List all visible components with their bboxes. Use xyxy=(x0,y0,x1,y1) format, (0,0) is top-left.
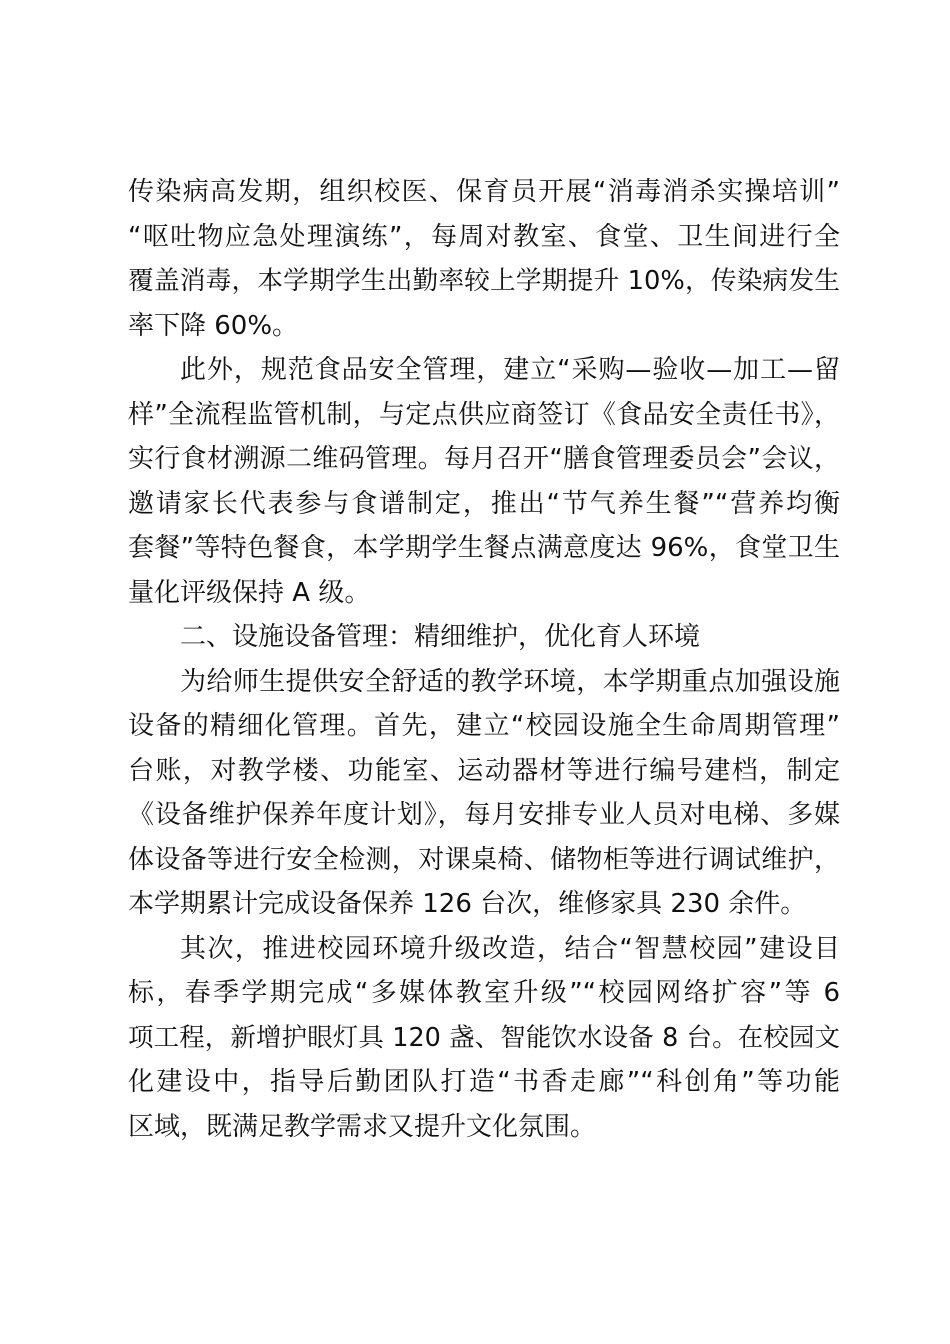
text-line: 《设备维护保养年度计划》，每月安排专业人员对电梯、多媒 xyxy=(128,800,840,830)
text-line: 此外，规范食品安全管理，建立“采购—验收—加工—留 xyxy=(180,355,840,385)
text-line: 覆盖消毒，本学期学生出勤率较上学期提升 10%，传染病发生 xyxy=(128,266,840,296)
text-line: 实行食材溯源二维码管理。每月召开“膳食管理委员会”会议， xyxy=(128,444,840,474)
text-line: 率下降 60%。 xyxy=(128,310,299,341)
text-line: 台账，对教学楼、功能室、运动器材等进行编号建档，制定 xyxy=(128,755,840,786)
text-line: 设备的精细化管理。首先，建立“校园设施全生命周期管理” xyxy=(128,711,840,741)
text-line: 其次，推进校园环境升级改造，结合“智慧校园”建设目 xyxy=(180,933,840,964)
section-heading: 二、设施设备管理：精细维护，优化育人环境 xyxy=(180,622,701,652)
text-line: 项工程，新增护眼灯具 120 盏、智能饮水设备 8 台。在校园文 xyxy=(128,1022,840,1053)
text-line: 邀请家长代表参与食谱制定，推出“节气养生餐”“营养均衡 xyxy=(128,488,840,519)
text-line: 体设备等进行安全检测，对课桌椅、储物柜等进行调试维护， xyxy=(128,844,840,875)
text-line: 样”全流程监管机制，与定点供应商签订《食品安全责任书》， xyxy=(128,399,840,430)
text-line: 区域，既满足教学需求又提升文化氛围。 xyxy=(128,1111,597,1142)
text-line: 套餐”等特色餐食，本学期学生餐点满意度达 96%，食堂卫生 xyxy=(128,533,840,563)
text-line: 本学期累计完成设备保养 126 台次，维修家具 230 余件。 xyxy=(128,889,807,919)
text-line: 传染病高发期，组织校医、保育员开展“消毒消杀实操培训” xyxy=(128,177,840,207)
document-body xyxy=(128,170,840,1149)
text-line: 为给师生提供安全舒适的教学环境，本学期重点加强设施 xyxy=(180,666,840,697)
text-line: 量化评级保持 A 级。 xyxy=(128,577,371,608)
text-line: “呕吐物应急处理演练”，每周对教室、食堂、卫生间进行全 xyxy=(128,221,840,252)
text-line: 标，春季学期完成“多媒体教室升级”“校园网络扩容”等 6 xyxy=(128,978,840,1008)
text-line: 化建设中，指导后勤团队打造“书香走廊”“科创角”等功能 xyxy=(128,1067,840,1097)
